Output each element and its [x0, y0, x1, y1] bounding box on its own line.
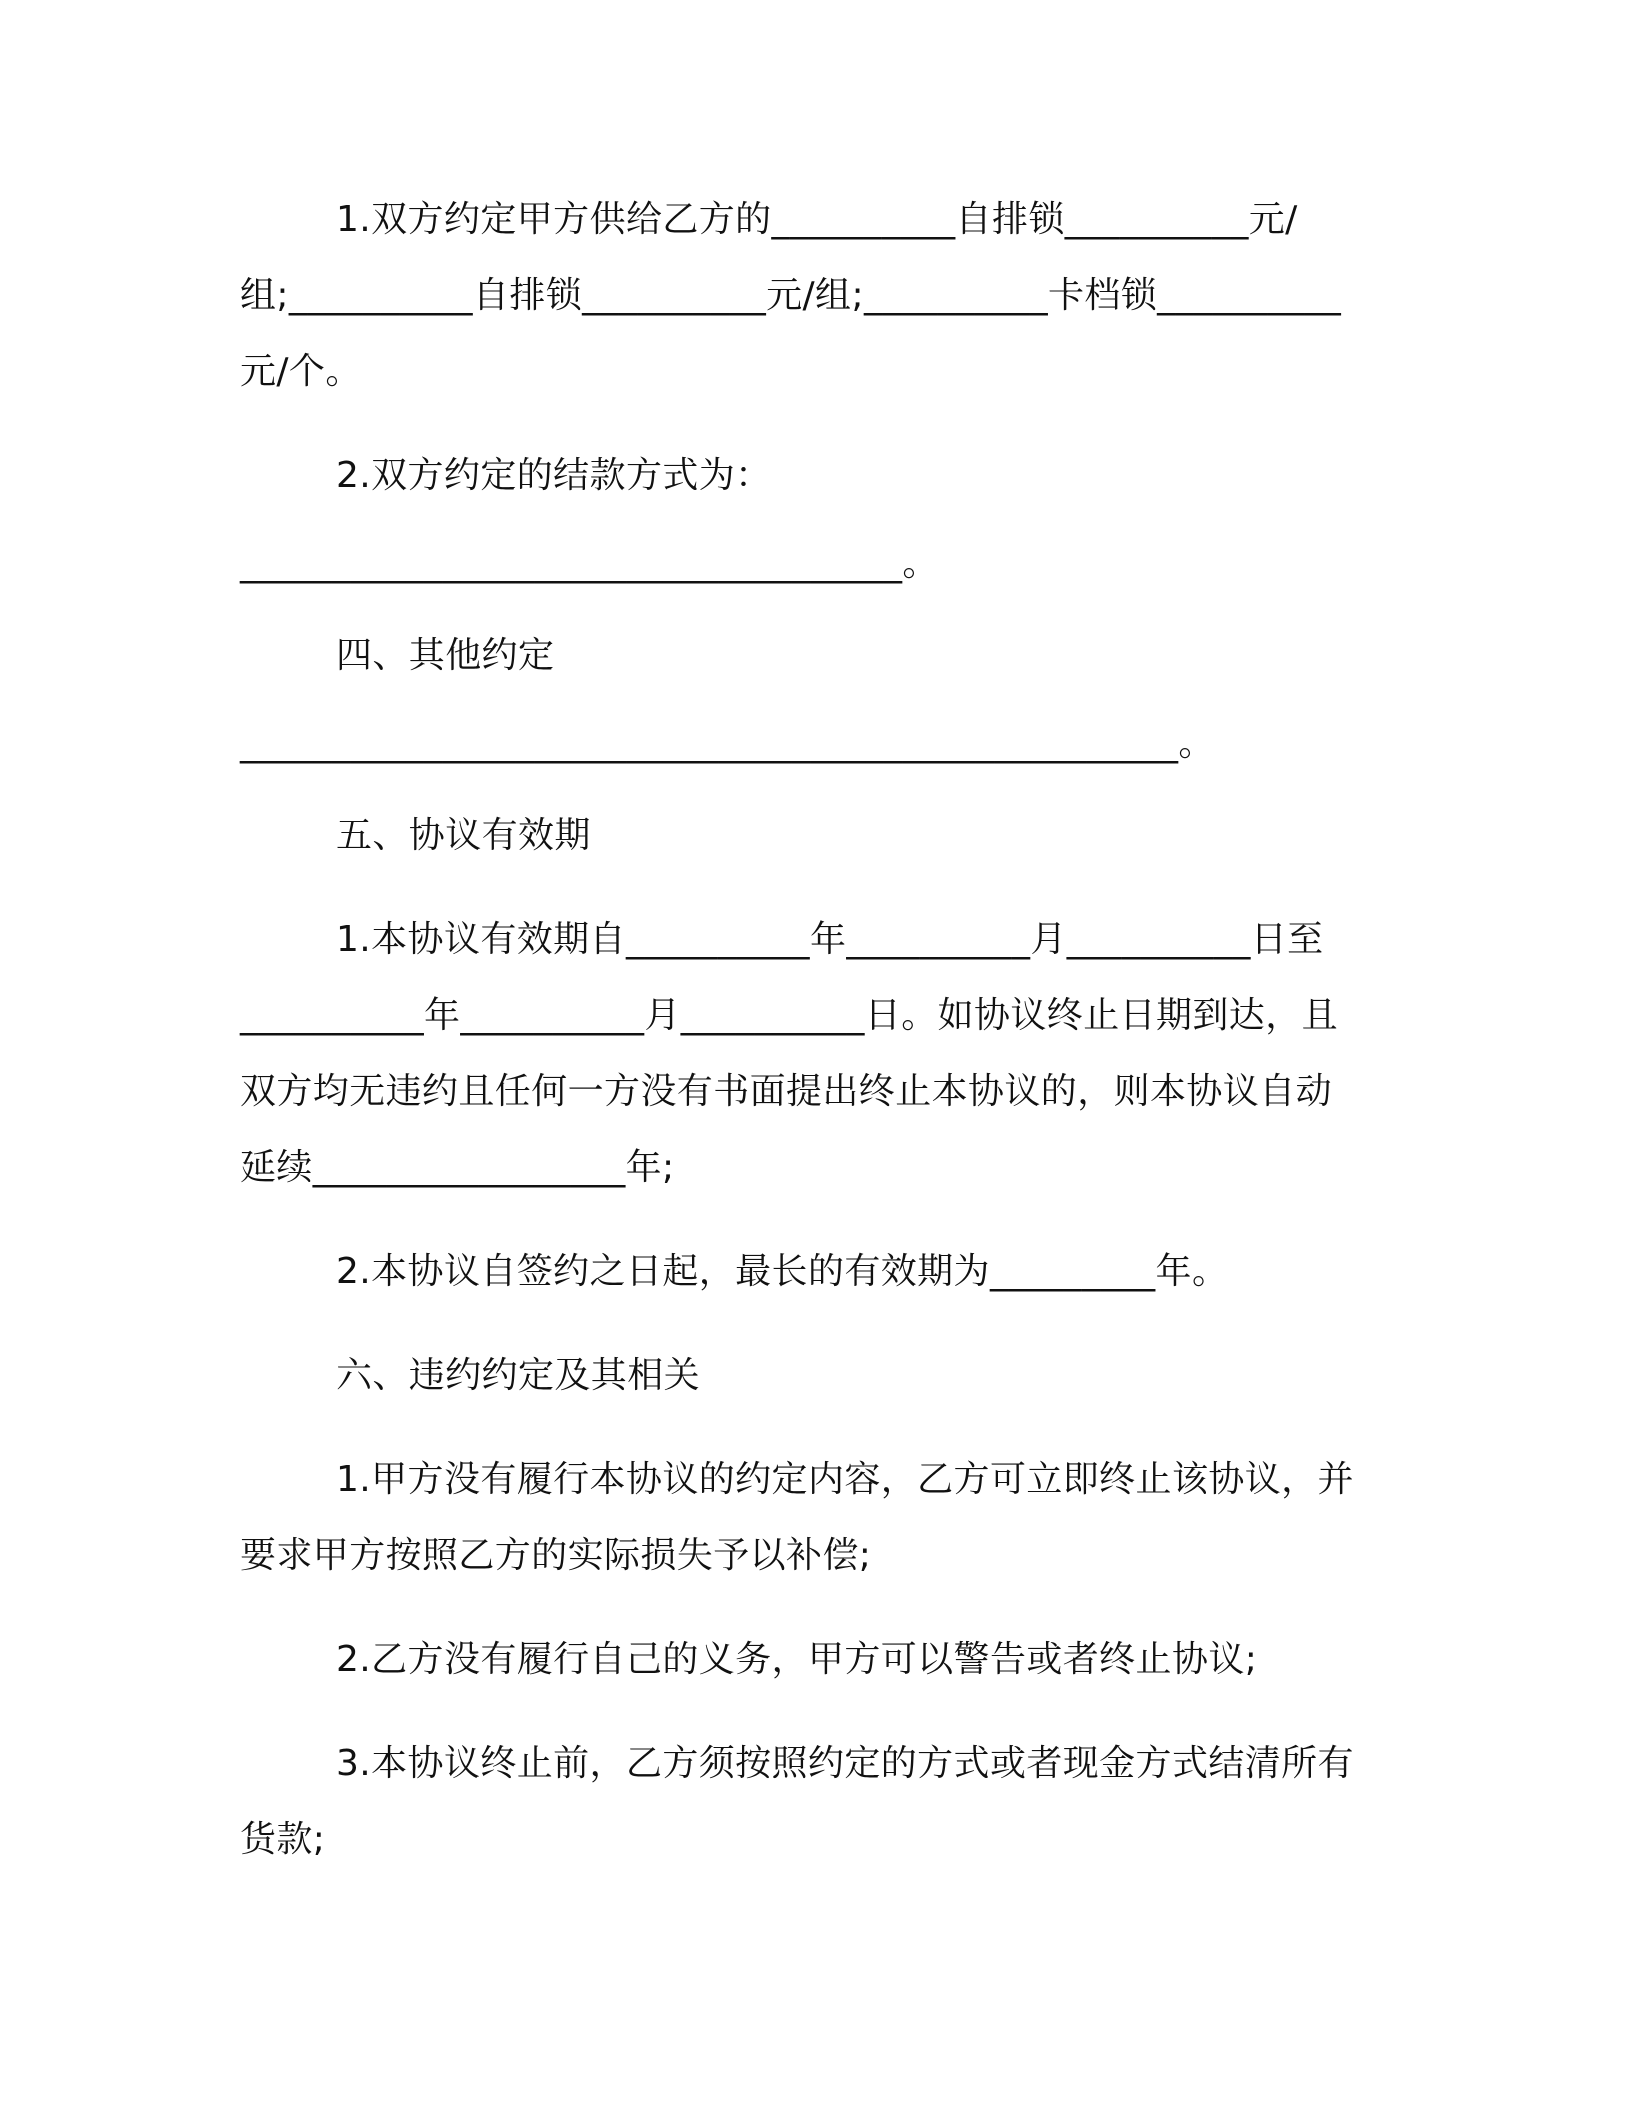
validity-clause-line-3: 双方均无违约且任何一方没有书面提出终止本协议的，则本协议自动: [240, 1071, 1333, 1112]
section-heading-breach: 六、违约约定及其相关: [336, 1355, 701, 1396]
breach-clause-2: 2.乙方没有履行自己的义务，甲方可以警告或者终止协议;: [336, 1639, 1258, 1680]
section-heading-other-terms: 四、其他约定: [336, 635, 555, 676]
breach-clause-3-line-1: 3.本协议终止前，乙方须按照约定的方式或者现金方式结清所有: [336, 1743, 1354, 1784]
max-validity-clause: 2.本协议自签约之日起，最长的有效期为_________年。: [336, 1251, 1229, 1292]
section-heading-validity: 五、协议有效期: [336, 815, 591, 856]
breach-clause-1-line-1: 1.甲方没有履行本协议的约定内容，乙方可立即终止该协议，并: [336, 1459, 1354, 1500]
price-clause-line-3: 元/个。: [240, 351, 362, 392]
price-clause-line-2: 组;__________自排锁__________元/组;__________卡档锁__________: [240, 275, 1342, 316]
payment-method-blank: ____________________________________。: [240, 543, 939, 584]
other-terms-blank: ___________________________________________________。: [240, 723, 1215, 764]
payment-method-label: 2.双方约定的结款方式为：: [336, 455, 772, 496]
price-clause-line-1: 1.双方约定甲方供给乙方的__________自排锁__________元/: [336, 199, 1298, 240]
validity-clause-line-2: __________年__________月__________日。如协议终止日期到达，且: [240, 995, 1338, 1036]
breach-clause-1-line-2: 要求甲方按照乙方的实际损失予以补偿;: [240, 1535, 872, 1576]
document-page: [240, 0, 1370, 2112]
breach-clause-3-line-2: 货款;: [240, 1819, 326, 1860]
validity-clause-line-4: 延续_________________年;: [240, 1147, 675, 1188]
validity-clause-line-1: 1.本协议有效期自__________年__________月__________日至: [336, 919, 1324, 960]
